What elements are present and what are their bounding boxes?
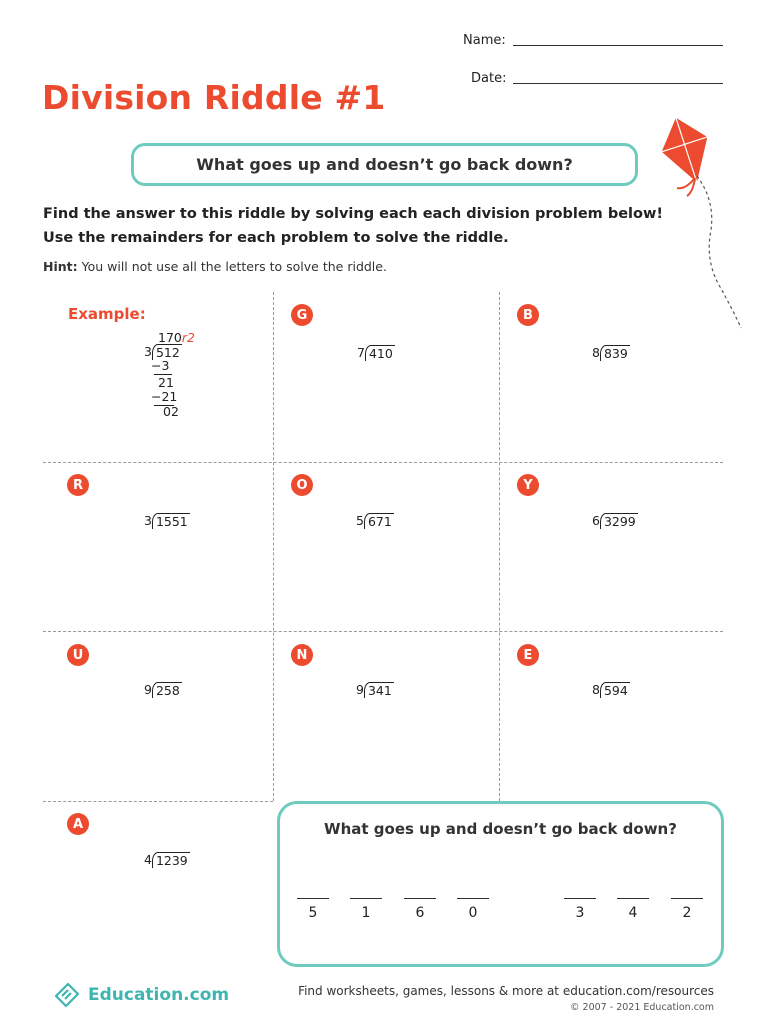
answer-question: What goes up and doesn’t go back down? xyxy=(324,820,677,838)
letter-badge-y: Y xyxy=(517,474,539,496)
date-field[interactable] xyxy=(513,83,723,84)
hint-label: Hint: xyxy=(43,259,78,274)
footer-brand: Education.com xyxy=(88,985,230,1005)
letter-badge-u: U xyxy=(67,644,89,666)
slot-number: 3 xyxy=(575,905,585,921)
example-step1: −3 xyxy=(151,358,170,373)
problem-o-divisor: 5 xyxy=(356,513,364,528)
riddle-question: What goes up and doesn’t go back down? xyxy=(196,155,573,174)
problem-a-dividend: 1239 xyxy=(152,852,190,868)
slot-number: 0 xyxy=(468,905,478,921)
date-label: Date: xyxy=(471,71,507,86)
letter-badge-g: G xyxy=(291,304,313,326)
problem-r-dividend: 1551 xyxy=(152,513,190,529)
problem-y-dividend: 3299 xyxy=(600,513,638,529)
example-quotient xyxy=(158,331,195,345)
problem-b-dividend: 839 xyxy=(600,345,630,361)
problem-u xyxy=(144,682,182,698)
problem-a xyxy=(144,852,190,868)
problem-g xyxy=(357,345,395,361)
example-quotient-value: 170 xyxy=(158,330,182,345)
letter-badge-n: N xyxy=(291,644,313,666)
problem-o xyxy=(356,513,394,529)
grid-divider-h1 xyxy=(43,462,723,463)
hint xyxy=(43,259,387,274)
problem-o-dividend: 671 xyxy=(364,513,394,529)
problem-r-divisor: 3 xyxy=(144,513,152,528)
grid-divider-h2 xyxy=(43,631,723,632)
problem-e xyxy=(592,682,630,698)
problem-a-divisor: 4 xyxy=(144,852,152,867)
example-divisor: 3 xyxy=(144,344,152,359)
problem-n xyxy=(356,682,394,698)
answer-slot[interactable] xyxy=(564,898,596,921)
problem-y-divisor: 6 xyxy=(592,513,600,528)
letter-badge-o: O xyxy=(291,474,313,496)
problem-b-divisor: 8 xyxy=(592,345,600,360)
problem-e-divisor: 8 xyxy=(592,682,600,697)
example-step4: 02 xyxy=(163,404,179,419)
problem-u-divisor: 9 xyxy=(144,682,152,697)
example-step2: 21 xyxy=(158,375,174,390)
problem-g-dividend: 410 xyxy=(365,345,395,361)
letter-badge-r: R xyxy=(67,474,89,496)
letter-badge-e: E xyxy=(517,644,539,666)
name-field[interactable] xyxy=(513,45,723,46)
example-remainder: r2 xyxy=(181,330,195,345)
problem-y xyxy=(592,513,638,529)
problem-r xyxy=(144,513,190,529)
example-dividend: 512 xyxy=(152,344,182,360)
slot-number: 4 xyxy=(628,905,638,921)
slot-number: 6 xyxy=(415,905,425,921)
instructions-line1: Find the answer to this riddle by solving each each division problem below! xyxy=(43,206,663,222)
answer-slot[interactable] xyxy=(671,898,703,921)
riddle-question-box xyxy=(131,143,638,186)
problem-n-dividend: 341 xyxy=(364,682,394,698)
answer-slot[interactable] xyxy=(350,898,382,921)
footer-copyright: © 2007 - 2021 Education.com xyxy=(570,1002,714,1013)
problem-u-dividend: 258 xyxy=(152,682,182,698)
slot-number: 2 xyxy=(682,905,692,921)
instructions-line2: Use the remainders for each problem to solve the riddle. xyxy=(43,230,509,246)
example-step3: −21 xyxy=(151,389,178,404)
footer-logo[interactable] xyxy=(52,980,229,1010)
problem-n-divisor: 9 xyxy=(356,682,364,697)
answer-slot[interactable] xyxy=(404,898,436,921)
letter-badge-b: B xyxy=(517,304,539,326)
problem-g-divisor: 7 xyxy=(357,345,365,360)
problem-e-dividend: 594 xyxy=(600,682,630,698)
slot-number: 1 xyxy=(361,905,371,921)
kite-icon xyxy=(655,110,755,335)
name-label: Name: xyxy=(463,33,506,48)
education-logo-icon xyxy=(52,980,82,1010)
answer-box xyxy=(277,801,724,967)
grid-divider-v2 xyxy=(499,292,500,801)
page-title: Division Riddle #1 xyxy=(42,78,386,117)
slot-number: 5 xyxy=(308,905,318,921)
grid-divider-h3 xyxy=(43,801,273,802)
grid-divider-v1 xyxy=(273,292,274,801)
letter-badge-a: A xyxy=(67,813,89,835)
answer-slot[interactable] xyxy=(617,898,649,921)
footer-resources-link[interactable]: Find worksheets, games, lessons & more at education.com/resources xyxy=(298,984,714,998)
example-label: Example: xyxy=(68,305,146,323)
answer-slot[interactable] xyxy=(457,898,489,921)
hint-text: You will not use all the letters to solve the riddle. xyxy=(77,259,387,274)
answer-slot[interactable] xyxy=(297,898,329,921)
problem-b xyxy=(592,345,630,361)
